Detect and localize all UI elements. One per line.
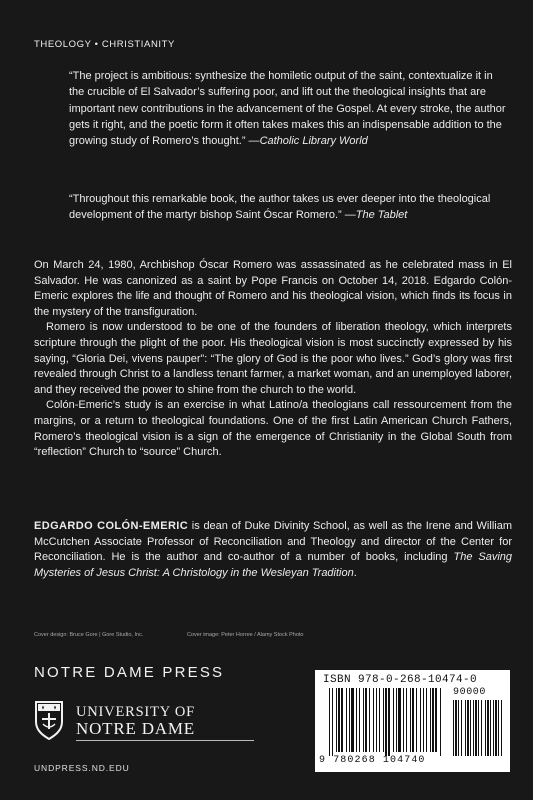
bio-end: . [353,566,357,579]
barcode-bar [423,688,424,752]
barcode-bar [412,688,414,752]
barcode-bar [369,688,370,752]
barcode-addon-bar [487,700,489,756]
barcode-bar [393,688,394,752]
barcode-addon-bar [461,700,462,756]
barcode-bar [356,688,357,752]
description-paragraph-2: Romero is now understood to be one of the founders of liberation theology, which interprets scripture through the plight of the poor. His theological vision is most succinctly expressed by his saying, “Gloria Dei, vivens pauper”: “The glory of God is the poor who lives.” God’s glory was first revealed through Christ to a landless tenant farmer, a market woman, and an unemployed laborer, and they received the power to shine from the church to the world. [34,321,512,396]
isbn-barcode [315,670,510,772]
barcode-bar [351,688,354,752]
barcode-bar [410,688,411,752]
barcode-addon-bar [501,700,502,756]
price-code: 90000 [453,687,487,698]
barcode-bar [365,688,367,752]
barcode-bar [363,688,364,752]
barcode-bar [403,688,404,752]
publisher-name: NOTRE DAME PRESS [34,664,225,681]
review-quote-1 [69,68,509,149]
barcode-addon-bar [493,700,494,756]
university-line-2: NOTRE DAME [76,719,195,738]
barcode-bar [376,688,377,752]
barcode-bar [440,688,441,756]
barcode-bar [373,688,374,752]
barcode-bar [416,688,417,752]
barcode-addon-bar [475,700,477,756]
barcode-addon-bar [478,700,479,756]
barcode-addon-bar [495,700,497,756]
barcode-addon-bar [465,700,466,756]
category-label: THEOLOGY • CHRISTIANITY [34,39,175,50]
quote-text: “The project is ambitious: synthesize the homiletic output of the saint, contextualize it in the crucible of El Salvador’s suffering poor, and lift out the theological insights that are important new contributions in the advancement of the Gospel. At every stroke, the author gets it right, and the poetic form it often takes makes this an indispensable addition to the growing study of Romero’s thought.” — [69,70,506,148]
book-description [34,258,512,461]
barcode-bar [379,688,380,752]
barcode-addon-bar [498,700,499,756]
quote-text: “Throughout this remarkable book, the author takes us ever deeper into the theological development of the martyr bishop Saint Óscar Romero.” — [69,193,491,222]
barcode-bar [430,688,431,752]
logo-divider [76,740,254,741]
book-title: The Saving Mysteries of Jesus Christ: A Christology in the Wesleyan Tradition [34,551,512,579]
barcode-addon-bar [455,700,457,756]
publisher-website: UNDPRESS.ND.EDU [34,763,130,773]
barcode-bar [396,688,397,752]
barcode-bar [406,688,407,752]
quote-source: The Tablet [355,209,408,222]
barcode-addon-bar [458,700,459,756]
review-quote-2 [69,191,509,224]
barcode-addon-bar [470,700,471,756]
cover-design-credit: Cover design: Bruce Gore | Gore Studio, Inc. [34,632,144,638]
cover-image-credit: Cover image: Peter Horree / Alamy Stock Photo [187,632,304,638]
ean-digits: 9 780268 104740 [319,755,426,766]
university-line-1: UNIVERSITY OF [76,704,196,720]
barcode-bar [420,688,421,752]
quote-source: Catholic Library World [259,135,368,148]
barcode-bar [329,688,330,756]
author-bio [34,519,512,581]
barcode-bar [432,688,434,752]
barcode-bar [435,688,437,752]
barcode-addon-bar [485,700,486,756]
barcode-bar [426,688,427,752]
isbn-label: ISBN 978-0-268-10474-0 [323,674,478,686]
description-paragraph-3: Colón-Emeric’s study is an exercise in what Latino/a theologians call ressourcement from the margins, or a return to theological foundations. One of the first Latin American Church Fathers, Romero’s theological vision is a sign of the emergence of Christianity in the Global South from “reflection” Church to “source” Church. [34,399,512,459]
barcode-addon-bar [490,700,491,756]
barcode-addon-bar [473,700,474,756]
university-logo [34,700,264,746]
barcode-bar [385,688,387,756]
barcode-bar [349,688,350,752]
barcode-bar [336,688,337,752]
university-shield-icon [34,700,64,740]
barcode-bar [359,688,360,752]
barcode-bar [338,688,340,752]
barcode-addon-bar [481,700,482,756]
barcode-bar [341,688,343,752]
barcode-bar [388,688,390,756]
description-paragraph-1: On March 24, 1980, Archbishop Óscar Romero was assassinated as he celebrated mass in El Salvador. He was canonized as a saint by Pope Francis on October 14, 2018. Edgardo Colón-Emeric explores the life and thought of Romero and his theological vision, which finds its focus in the mystery of the transfiguration. [34,259,512,318]
author-name: EDGARDO COLÓN-EMERIC [34,520,189,532]
bio-text: is dean of Duke Divinity School, as well as the Irene and William McCutchen Associate Professor of Reconciliation and Theology and director of the Center for Reconciliation. He is the author and co-author of a number of books, including [34,520,512,564]
barcode-addon-bar [467,700,469,756]
barcode-bar [383,688,384,752]
barcode-bar [346,688,347,752]
barcode-addon-bar [453,700,454,756]
barcode-bar [332,688,333,756]
barcode-bar [398,688,401,752]
